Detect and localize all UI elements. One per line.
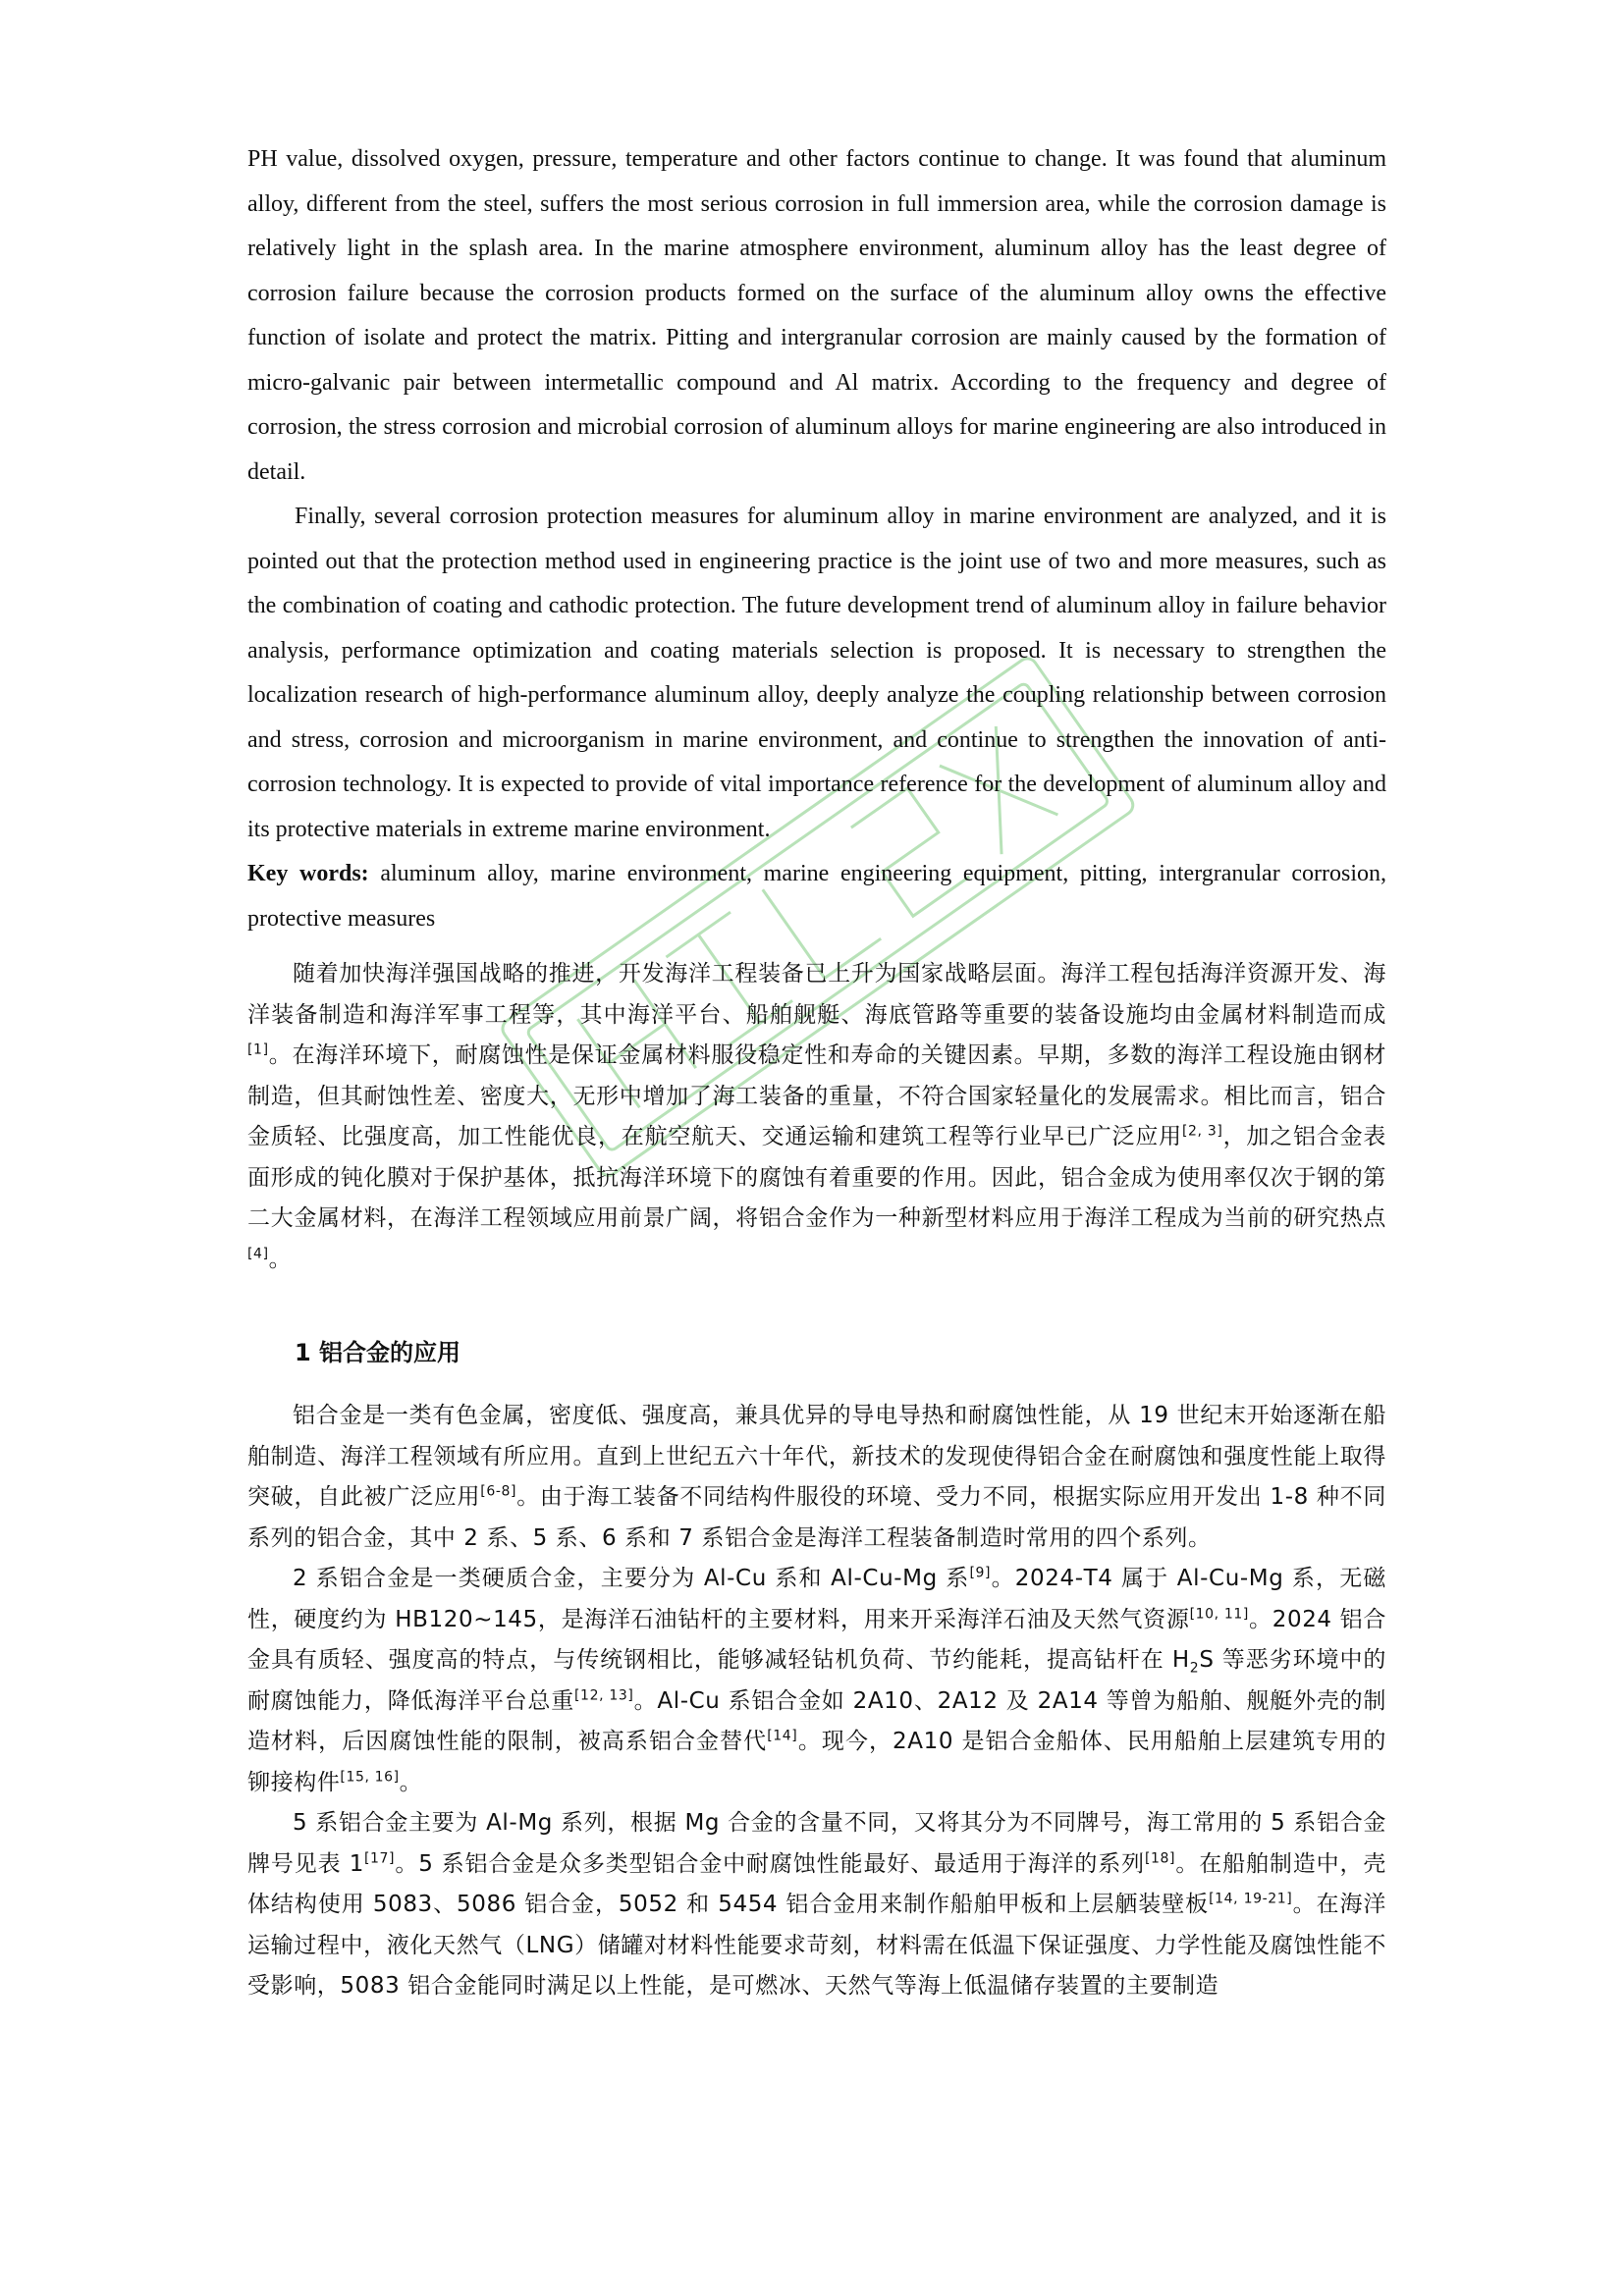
citation: [15, 16] [340,1768,400,1785]
intro-paragraph: 随着加快海洋强国战略的推进，开发海洋工程装备已上升为国家战略层面。海洋工程包括海洋资源开发、海洋装备制造和海洋军事工程等，其中海洋平台、船舶舰艇、海底管路等重要的装备设施均由金属材料制造而成[1]。在海洋环境下，耐腐蚀性是保证金属材料服役稳定性和寿命的关键因素。早期，多数的海洋工程设施由钢材制造，但其耐蚀性差、密度大，无形中增加了海工装备的重量，不符合国家轻量化的发展需求。相比而言，铝合金质轻、比强度高，加工性能优良，在航空航天、交通运输和建筑工程等行业早已广泛应用[2, 3]，加之铝合金表面形成的钝化膜对于保护基体，抵抗海洋环境下的腐蚀有着重要的作用。因此，铝合金成为使用率仅次于钢的第二大金属材料，在海洋工程领域应用前景广阔，将铝合金作为一种新型材料应用于海洋工程成为当前的研究热点[4]。 [247,961,1386,1272]
citation: [12, 13] [574,1686,634,1703]
section-paragraph-1: 铝合金是一类有色金属，密度低、强度高，兼具优异的导电导热和耐腐蚀性能，从 19 世纪末开始逐渐在船舶制造、海洋工程领域有所应用。直到上世纪五六十年代，新技术的发现使得铝合金在耐腐蚀和强度性能上取得突破，自此被广泛应用[6-8]。由于海工装备不同结构件服役的环境、受力不同，根据实际应用开发出 1-8 种不同系列的铝合金，其中 2 系、5 系、6 系和 7 系铝合金是海洋工程装备制造时常用的四个系列。 [247,1403,1386,1551]
citation: [2, 3] [1181,1123,1223,1140]
citation: [17] [363,1849,396,1866]
subscript: 2 [1189,1660,1200,1677]
keywords-label: Key words: [247,861,369,886]
introduction [247,954,1386,1280]
section-1-body [247,1396,1386,2007]
keywords-text: aluminum alloy, marine environment, marine engineering equipment, pitting, intergranular corrosion, protective measures [247,861,1387,932]
citation: [4] [247,1245,269,1261]
abstract-paragraph-2: Finally, several corrosion protection measures for aluminum alloy in marine environment are analyzed, and it is pointed out that the protection method used in engineering practice is the joint use of two and more measures, such as the combination of coating and cathodic protection. The future development trend of aluminum alloy in failure behavior analysis, performance optimization and coating materials selection is proposed. It is necessary to strengthen the localization research of high-performance aluminum alloy, deeply analyze the coupling relationship between corrosion and stress, corrosion and microorganism in marine environment, and continue to strengthen the innovation of anti-corrosion technology. It is expected to provide of vital importance reference for the development of aluminum alloy and its protective materials in extreme marine environment. [247,504,1386,842]
keywords [247,852,1386,941]
english-abstract [247,137,1386,941]
citation: [14, 19-21] [1209,1891,1293,1907]
citation: [9] [969,1565,992,1581]
abstract-paragraph-1: PH value, dissolved oxygen, pressure, temperature and other factors continue to change. It was found that aluminum alloy, different from the steel, suffers the most serious corrosion in full immersion area, while the corrosion damage is relatively light in the splash area. In the marine atmosphere environment, aluminum alloy has the least degree of corrosion failure because the corrosion products formed on the surface of the aluminum alloy owns the effective function of isolate and protect the matrix. Pitting and intergranular corrosion are mainly caused by the formation of micro-galvanic pair between intermetallic compound and Al matrix. According to the frequency and degree of corrosion, the stress corrosion and microbial corrosion of aluminum alloys for marine engineering are also introduced in detail. [247,146,1386,485]
citation: [6-8] [480,1483,517,1500]
citation: [14] [767,1728,798,1744]
section-heading: 1 铝合金的应用 [295,1339,461,1366]
citation: [1] [247,1041,269,1058]
section-paragraph-2: 2 系铝合金是一类硬质合金，主要分为 Al-Cu 系和 Al-Cu-Mg 系[9]。2024-T4 属于 Al-Cu-Mg 系，无磁性，硬度约为 HB120~145，是海洋石油钻杆的主要材料，用来开采海洋石油及天然气资源[10, 11]。2024 铝合金具有质轻、强度高的特点，与传统钢相比，能够减轻钻机负荷、节约能耗，提高钻杆在 $H_2S$ 等恶劣环境中的耐腐蚀能力，降低海洋平台总重[12, 13]。Al-Cu 系铝合金如 2A10、2A12 及 2A14 等曾为船舶、舰艇外壳的制造材料，后因腐蚀性能的限制，被高系铝合金替代[14]。现今，2A10 是铝合金船体、民用船舶上层建筑专用的铆接构件[15, 16]。 [247,1565,1386,1795]
section-paragraph-3: 5 系铝合金主要为 Al-Mg 系列，根据 Mg 合金的含量不同，又将其分为不同牌号，海工常用的 5 系铝合金牌号见表 1[17]。5 系铝合金是众多类型铝合金中耐腐蚀性能最好、最适用于海洋的系列[18]。在船舶制造中，壳体结构使用 5083、5086 铝合金，5052 和 5454 铝合金用来制作船舶甲板和上层舾装壁板[14, 19-21]。在海洋运输过程中，液化天然气（LNG）储罐对材料性能要求苛刻，材料需在低温下保证强度、力学性能及腐蚀性能不受影响，5083 铝合金能同时满足以上性能，是可燃冰、天然气等海上低温储存装置的主要制造 [247,1810,1387,1999]
citation: [18] [1144,1849,1176,1866]
citation: [10, 11] [1189,1605,1249,1622]
